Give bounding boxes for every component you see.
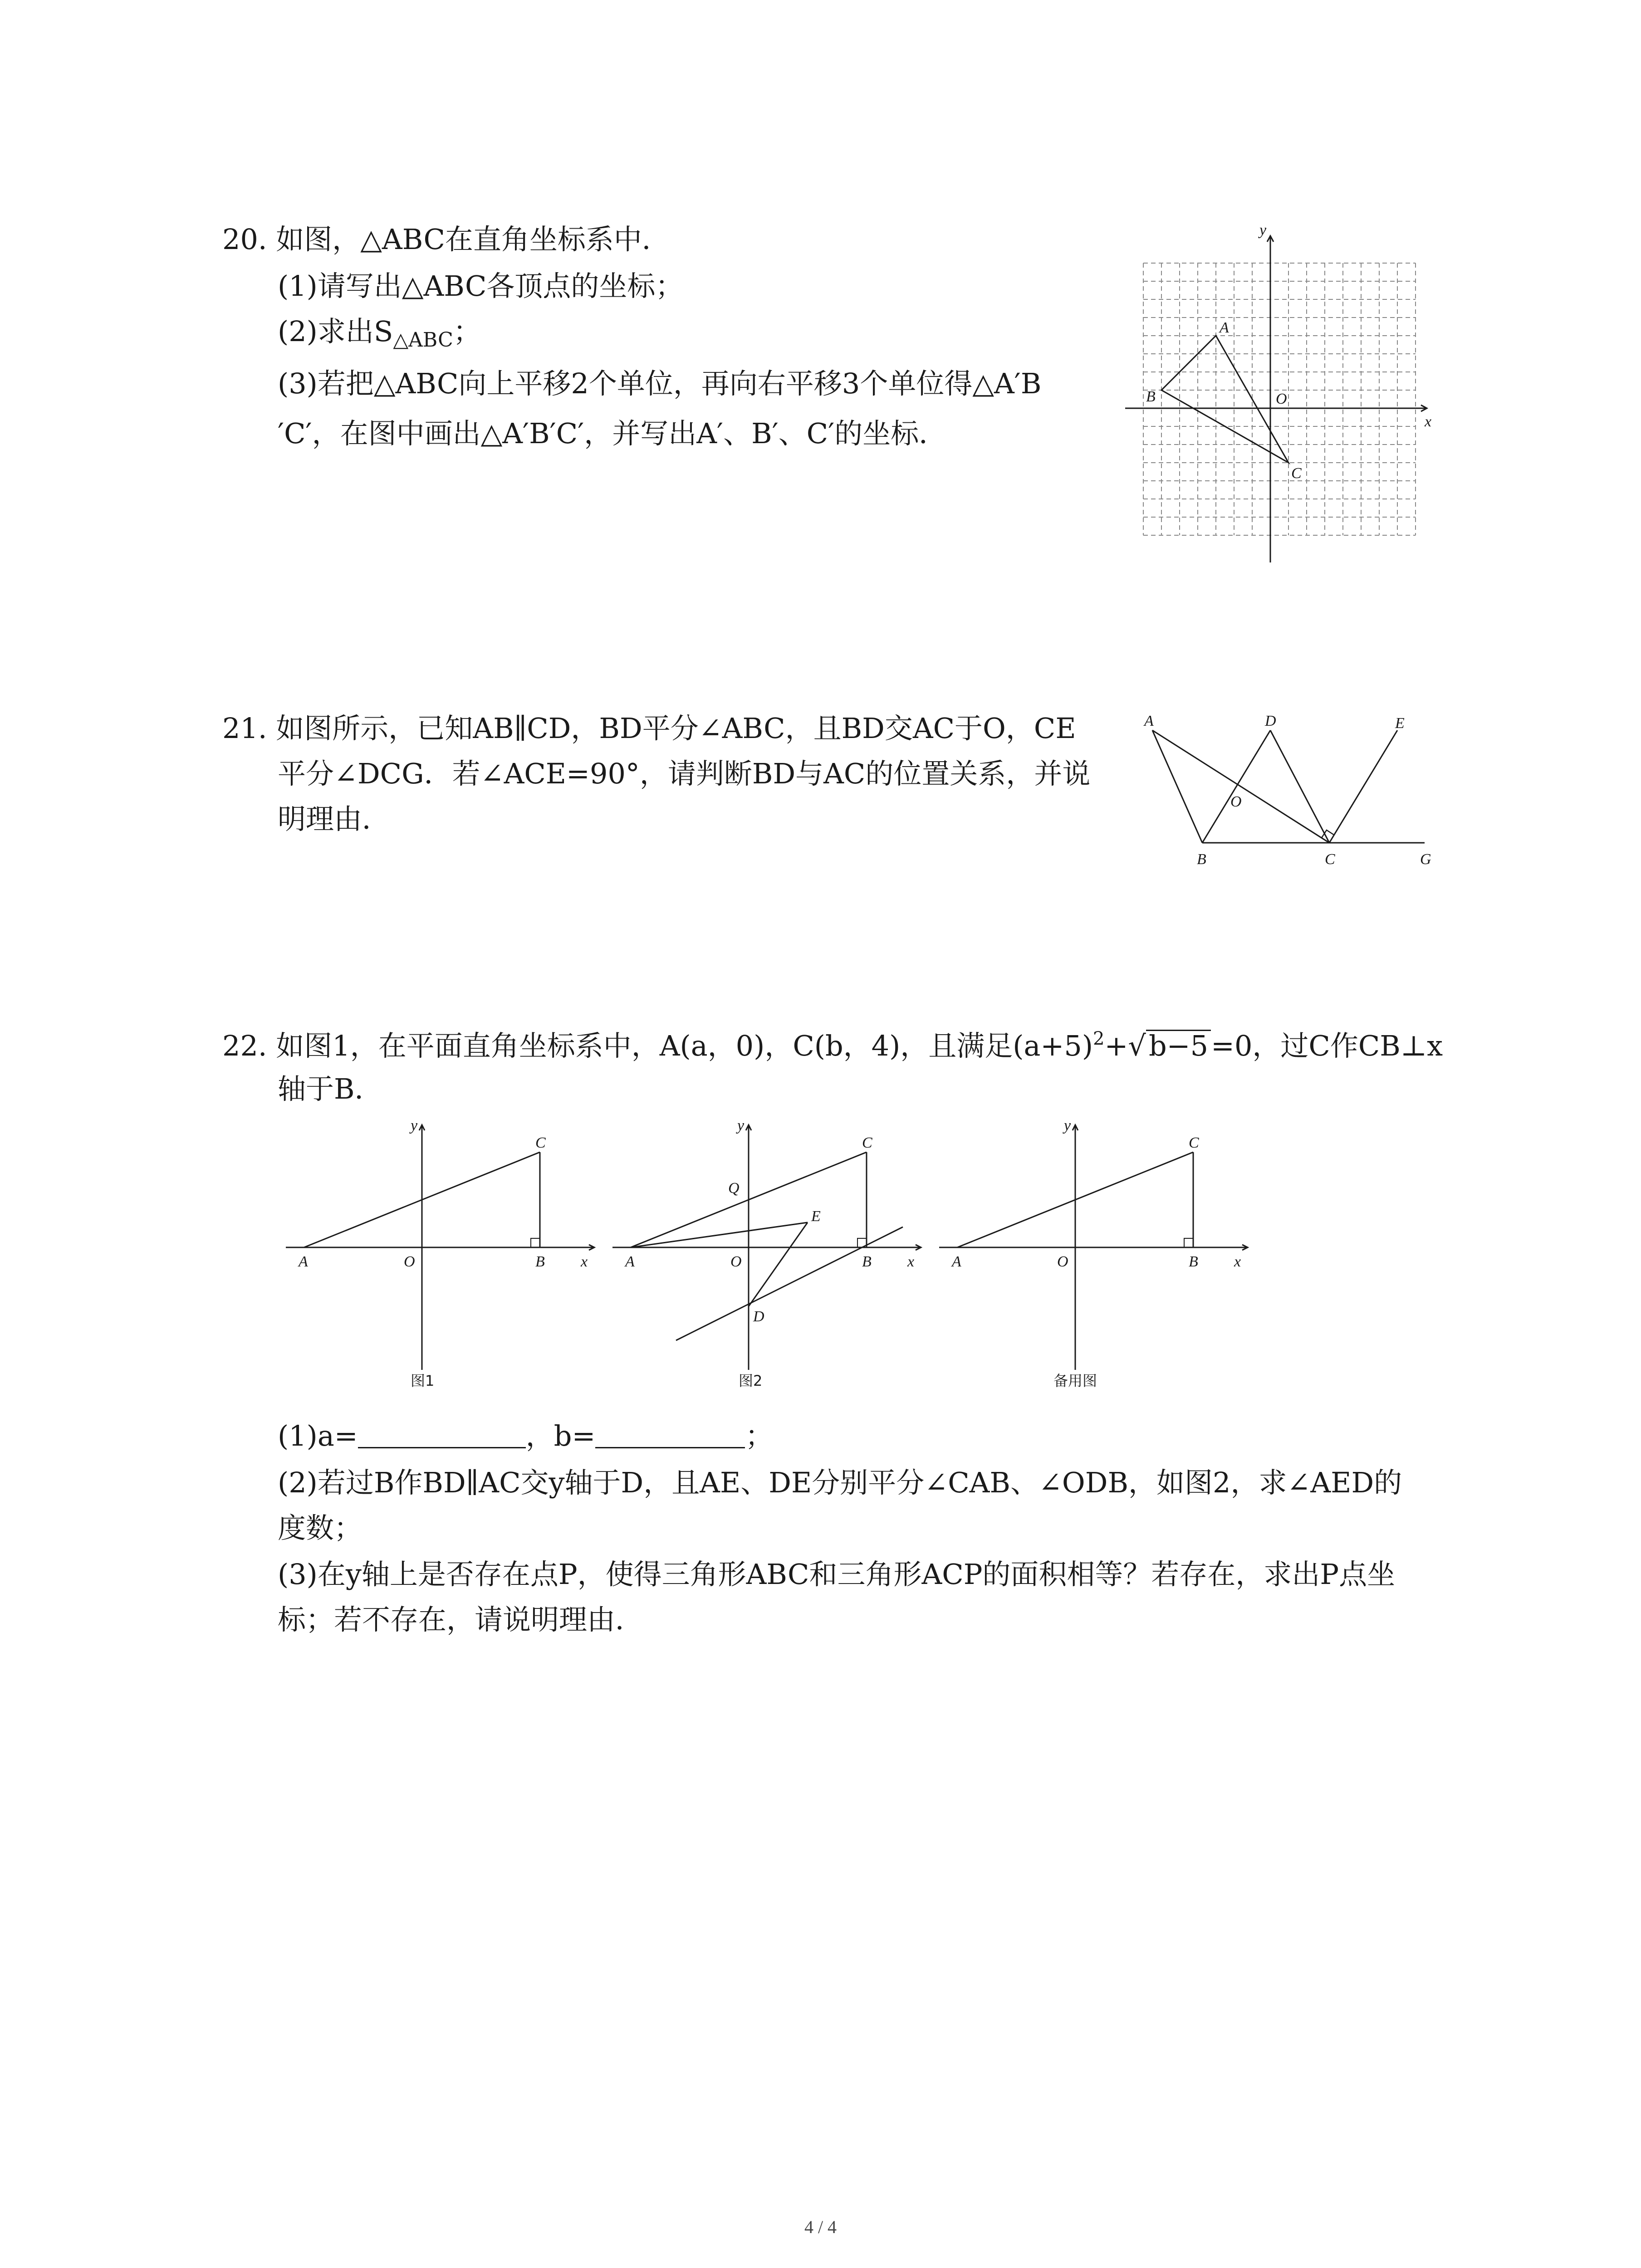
x-axis-label: x [581, 1253, 588, 1270]
point-g-label: G [1420, 851, 1431, 868]
point-c-label: C [1291, 465, 1302, 482]
q21-line-2: 平分∠DCG．若∠ACE=90°，请判断BD与AC的位置关系，并说 [278, 757, 1091, 790]
y-axis-label: y [1064, 1117, 1071, 1134]
line-bd-extended [676, 1227, 903, 1340]
q22-a-label: (1)a= [278, 1419, 358, 1452]
point-b-label: B [1189, 1253, 1198, 1270]
point-e-label: E [811, 1208, 821, 1225]
point-d-label: D [1265, 713, 1276, 729]
point-a-label: A [625, 1253, 635, 1270]
q20-line-1: 20. 如图，△ABC在直角坐标系中． [222, 223, 670, 256]
segment-ae [631, 1222, 808, 1247]
point-b-label: B [862, 1253, 872, 1270]
q20-line-2: (1)请写出△ABC各顶点的坐标； [278, 269, 684, 303]
q21-line-1: 21. 如图所示，已知AB∥CD，BD平分∠ABC，且BD交AC于O，CE [222, 712, 1076, 745]
q21-line-3: 明理由． [278, 802, 391, 836]
point-c-label: C [1325, 851, 1335, 868]
right-angle-mark [531, 1238, 540, 1247]
q22-line-1 [222, 1030, 1443, 1061]
point-a-label: A [952, 1253, 961, 1270]
point-c-label: C [862, 1134, 872, 1151]
point-a-label: A [299, 1253, 308, 1270]
answer-blank-a[interactable] [358, 1424, 526, 1448]
y-axis-label: y [411, 1117, 418, 1134]
point-c-label: C [1189, 1134, 1199, 1151]
right-angle-mark [1184, 1238, 1193, 1247]
point-c-label: C [535, 1134, 546, 1151]
figure-1-caption: 图1 [411, 1372, 435, 1389]
segment-dc [1270, 730, 1329, 843]
point-d-label: D [753, 1308, 764, 1325]
triangle-abc [1161, 336, 1288, 463]
q22-radicand: b−5 [1146, 1030, 1211, 1061]
q22-b-label: ，b= [525, 1419, 596, 1452]
q21-geometry-figure [1134, 708, 1461, 880]
origin-label: O [1057, 1253, 1068, 1270]
figure-2-caption: 图2 [739, 1372, 763, 1389]
backup-figure-caption: 备用图 [1053, 1372, 1097, 1389]
q20-area-subscript: △ABC [393, 328, 453, 352]
q20-line-5: ′C′，在图中画出△A′B′C′，并写出A′、B′、C′的坐标． [278, 417, 947, 450]
point-a-label: A [1144, 713, 1154, 729]
q20-part2-text: (2)求出S [278, 315, 393, 348]
y-axis-label: y [737, 1117, 745, 1134]
x-axis-label: x [907, 1253, 915, 1270]
origin-label: O [1276, 391, 1287, 407]
point-b-label: B [535, 1253, 545, 1270]
answer-blank-b[interactable] [595, 1424, 745, 1448]
point-b-label: B [1146, 388, 1156, 405]
segment-de [749, 1222, 808, 1306]
q22-part-1-end: ； [745, 1419, 774, 1452]
point-b-label: B [1197, 851, 1206, 868]
q22-plus: + [1104, 1029, 1128, 1062]
origin-label: O [404, 1253, 415, 1270]
q22-part-1 [278, 1419, 774, 1452]
q22-line-1-end: =0，过C作CB⊥x [1211, 1029, 1443, 1062]
segment-ac [1152, 730, 1329, 843]
q20-line-4: (3)若把△ABC向上平移2个单位，再向右平移3个单位得△A′B [278, 367, 1042, 400]
point-a-label: A [1220, 319, 1229, 336]
q20-part2-end: ； [453, 315, 481, 348]
segment-bd [1202, 730, 1270, 843]
page-number: 4 / 4 [804, 2217, 837, 2237]
q22-line-1-start: 22. 如图1，在平面直角坐标系中，A(a，0)，C(b，4)，且满足(a+5) [222, 1029, 1093, 1062]
y-axis-label: y [1259, 222, 1267, 239]
q20-line-3 [278, 315, 481, 352]
q22-part-3-line-1: (3)在y轴上是否存在点P，使得三角形ABC和三角形ACP的面积相等？若存在，求出P点坐 [278, 1558, 1396, 1591]
q22-line-2: 轴于B． [278, 1072, 383, 1105]
x-axis-label: x [1425, 413, 1432, 430]
point-e-label: E [1395, 715, 1405, 732]
q22-backup-figure [930, 1116, 1257, 1397]
q22-part-2-line-1: (2)若过B作BD∥AC交y轴于D，且AE、DE分别平分∠CAB、∠ODB，如图2，求∠AED的 [278, 1466, 1402, 1499]
q22-part-3-line-2: 标；若不存在，请说明理由． [278, 1603, 644, 1636]
q22-part-2-line-2: 度数； [278, 1511, 362, 1545]
segment-ce [1329, 730, 1397, 843]
x-axis-label: x [1234, 1253, 1241, 1270]
q22-figure-2 [603, 1116, 930, 1397]
point-o-label: O [1230, 793, 1242, 810]
q22-sqrt-sign: √ [1128, 1029, 1146, 1062]
q20-coordinate-grid-figure [1107, 218, 1434, 572]
q22-figure-1 [277, 1116, 603, 1397]
point-q-label: Q [728, 1180, 740, 1197]
q22-exponent: 2 [1093, 1028, 1105, 1049]
segment-ab [1152, 730, 1202, 843]
origin-label: O [730, 1253, 742, 1270]
